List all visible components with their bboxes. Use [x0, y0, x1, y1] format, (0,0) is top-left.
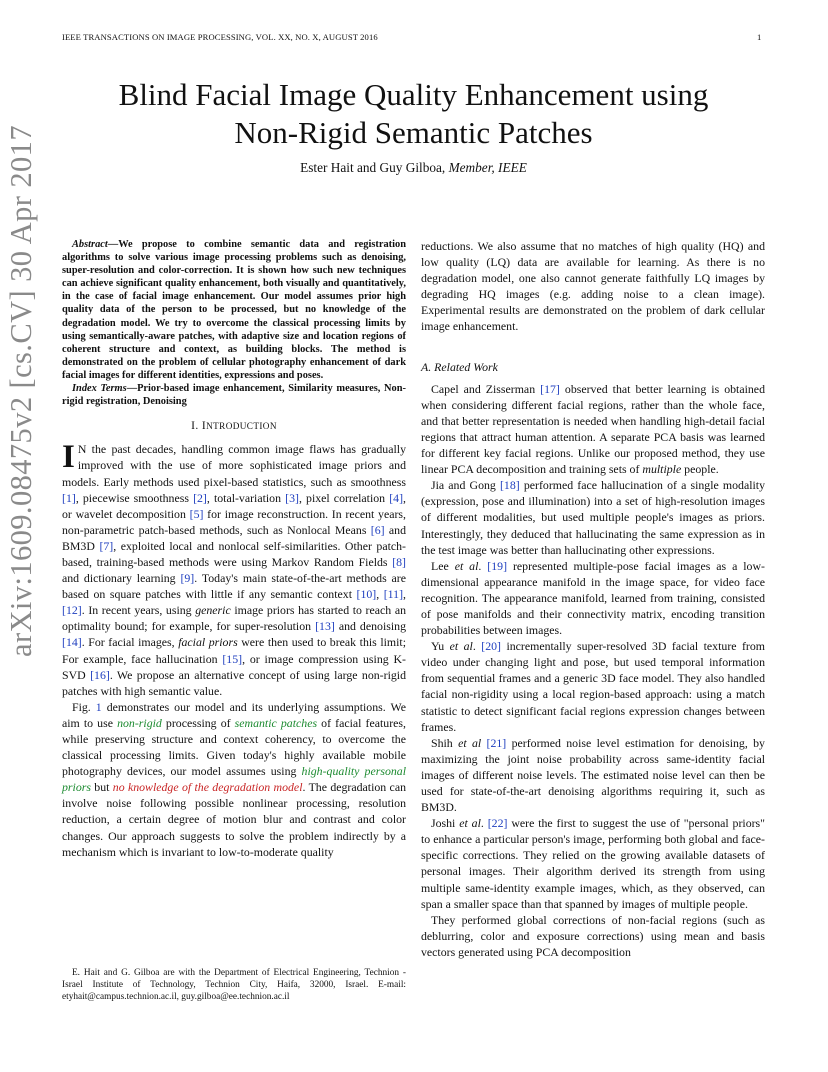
citation[interactable]: [18] — [499, 478, 520, 493]
citation[interactable]: [6] — [370, 522, 385, 537]
citation[interactable]: [5] — [189, 506, 204, 521]
citation[interactable]: [3] — [285, 490, 299, 505]
citation[interactable]: [1] — [62, 490, 76, 505]
drop-cap: I — [62, 439, 75, 476]
related-work-paragraph: Shih et al [21] performed noise level estimation for denoising, by maximizing the joint noise probability across same-identity facial images of different noise levels. The estimated noise level can then be used for state-of-the-art denoising algorithms requiring it, such as BM3D. — [421, 735, 765, 815]
citation[interactable]: [17] — [540, 381, 560, 396]
related-work-paragraph: Jia and Gong [18] performed face hallucination of a single modality (expression, pose and illumination) into a set of high-resolution images of different modalities, but used multiple people's images as priors. Interestingly, they deduced that hallucinating the same expression as in the test image was better than hallucinating other expressions. — [421, 478, 765, 557]
title-line-1: Blind Facial Image Quality Enhancement using — [118, 77, 709, 112]
right-paragraph-continued: reductions. We also assume that no matches of high quality (HQ) and low quality (LQ) data are available for learning. As there is no degradation model, one also cannot generate faithfully LQ images by degrading HQ images (e.g. adding noise to a clean image). Experimental results are demonstrated on the problem of dark cellular image enhancement. — [421, 239, 765, 334]
author-membership: Member, IEEE — [448, 160, 527, 175]
citation[interactable]: [9] — [180, 571, 195, 586]
highlight-green: semantic patches — [234, 715, 318, 730]
abstract-label: Abstract — [72, 239, 108, 250]
related-work-paragraph: Lee et al. [19] represented multiple-pose facial images as a low-dimensional appearance manifold in the image space, for video face recognition. The appearance manifold, learned from training, consisted of pose manifolds and their connectivity matrix, encoding transition probabilities between images. — [421, 558, 765, 638]
intro-paragraph-2: Fig. 1 demonstrates our model and its underlying assumptions. We aim to use non-rigid processing of semantic patches of facial features, while preserving structure and context coherency, to overcome the classical processing limits. Given today's highly available mobile photography devices, our model assumes using high-quality personal priors but no knowledge of the degradation model. The degradation can involve noise following possible nonlinear processing, resolution reduction, a certain degree of motion blur and contrast and color changes. Our approach suggests to solve the problem indirectly by a mechanism which is invariant to low-to-moderate quality — [62, 699, 407, 859]
related-work-paragraph: They performed global corrections of non-facial regions (such as deblurring, color and exposure corrections) using mean and basis vectors generated using PCA decomposition — [421, 912, 765, 959]
title-line-2: Non-Rigid Semantic Patches — [234, 115, 593, 150]
abstract-text: —We propose to combine semantic data and registration algorithms to solve various image processing problems such as denoising, super-resolution and color-correction. It is shown how such new techniques can achieve significant quality enhancement, both visually and quantitatively, in the case of facial image enhancement. Our model assumes prior high quality data of the person to be processed, but no knowledge of the degradation model. We try to overcome the classical processing limits by using semantically-aware patches, with adaptive size and location regions of coherent structure and context, as building blocks. The method is demonstrated on the problem of cellular photography enhancement of dark facial images for different identities, expressions and poses. — [62, 239, 406, 381]
citation[interactable]: [10] — [356, 587, 377, 602]
right-column — [421, 238, 765, 960]
citation[interactable]: [15] — [222, 651, 243, 666]
intro-paragraph-1: I N the past decades, handling common image flaws has gradually improved with the use of more sophisticated image priors and models. Early methods used pixel-based statistics, such as smoothness [1], piecewise smoothness [2], total-variation [3], pixel correlation [4], or wavelet decomposition [5] for image reconstruction. In recent years, non-parametric patch-based methods, such as Nonlocal Means [6] and BM3D [7], exploited local and nonlocal self-similarities. Other patch-based, training-based methods were using Markov Random Fields [8] and dictionary learning [9]. Today's main state-of-the-art methods are based on square patches with little if any semantic context [10], [11], [12]. In recent years, using generic image priors has started to reach an optimality bound; for example, for super-resolution [13] and denoising [14]. For facial images, facial priors were then used to break this limit; For example, face hallucination [15], or image compression using K-SVD [16]. We propose an alternative concept of using large non-rigid patches with high semantic value. — [62, 439, 407, 698]
citation[interactable]: [2] — [193, 490, 207, 505]
citation[interactable]: [11] — [383, 587, 404, 602]
citation[interactable]: [21] — [486, 735, 507, 750]
related-work-paragraph: Joshi et al. [22] were the first to suggest the use of "personal priors" to enhance a particular person's image, performing both global and face-specific corrections. They relied on the growing available datasets of personal images. Their algorithm derived its strength from using multiple same-identity example images, which, as they observed, can span a smaller space than that spanned by images of multiple people. — [421, 816, 765, 911]
page-number: 1 — [757, 32, 762, 42]
related-work-paragraph: Capel and Zisserman [17] observed that better learning is obtained when considering different facial regions, rather than the whole face, and that better representation is needed when handling high-detail facial regions that attract human attention. A separate PCA basis was learned for different key facial regions. Unlike our proposed method, they use linear PCA decomposition and training sets of multiple people. — [421, 381, 765, 477]
index-terms-label: Index Terms — [72, 383, 127, 395]
citation[interactable]: [13] — [315, 619, 335, 634]
citation[interactable]: [7] — [99, 538, 114, 553]
abstract — [62, 238, 406, 382]
subsection-heading-related-work: A. Related Work — [421, 359, 498, 374]
author-names: Ester Hait and Guy Gilboa, — [300, 160, 449, 175]
citation[interactable]: [20] — [481, 639, 501, 654]
authors — [62, 160, 765, 176]
citation[interactable]: [22] — [487, 816, 508, 831]
citation[interactable]: [12] — [62, 603, 82, 618]
section-heading-introduction: I. INTRODUCTION — [191, 420, 277, 433]
citation[interactable]: [16] — [90, 667, 110, 682]
highlight-green: non-rigid — [117, 715, 162, 730]
running-head: IEEE TRANSACTIONS ON IMAGE PROCESSING, VOL. XX, NO. X, AUGUST 2016 — [62, 32, 378, 42]
paper-title — [62, 76, 765, 152]
figure-reference[interactable]: 1 — [95, 699, 102, 714]
citation[interactable]: [19] — [487, 558, 508, 573]
arxiv-stamp: arXiv:1609.08475v2 [cs.CV] 30 Apr 2017 — [4, 125, 38, 657]
citation[interactable]: [14] — [62, 635, 82, 650]
index-terms-text: —Prior-based image enhancement, Similarity measures, Non-rigid registration, Denoising — [62, 383, 406, 408]
highlight-red: no knowledge of the degradation model — [112, 780, 303, 795]
related-work-paragraph: Yu et al. [20] incrementally super-resolved 3D facial texture from video under changing light and pose, but used temporal information from sequential frames and a generic 3D face model. They also handled facial non-rigidity using a local region-based approach: using a match statistic to detect significant facial regions expression changes between frames. — [421, 639, 765, 734]
highlight-green: high-quality personal priors — [62, 764, 407, 795]
left-column — [62, 238, 406, 860]
citation[interactable]: [4] — [389, 490, 404, 505]
citation[interactable]: [8] — [392, 554, 406, 569]
footnote: E. Hait and G. Gilboa are with the Department of Electrical Engineering, Technion - Israel Institute of Technology, Technion City, Haifa, 32000, Israel. E-mail: etyhait@campus.technion.ac.il, guy.gilboa@ee.technion.ac.il — [62, 968, 406, 1002]
index-terms — [62, 382, 406, 408]
